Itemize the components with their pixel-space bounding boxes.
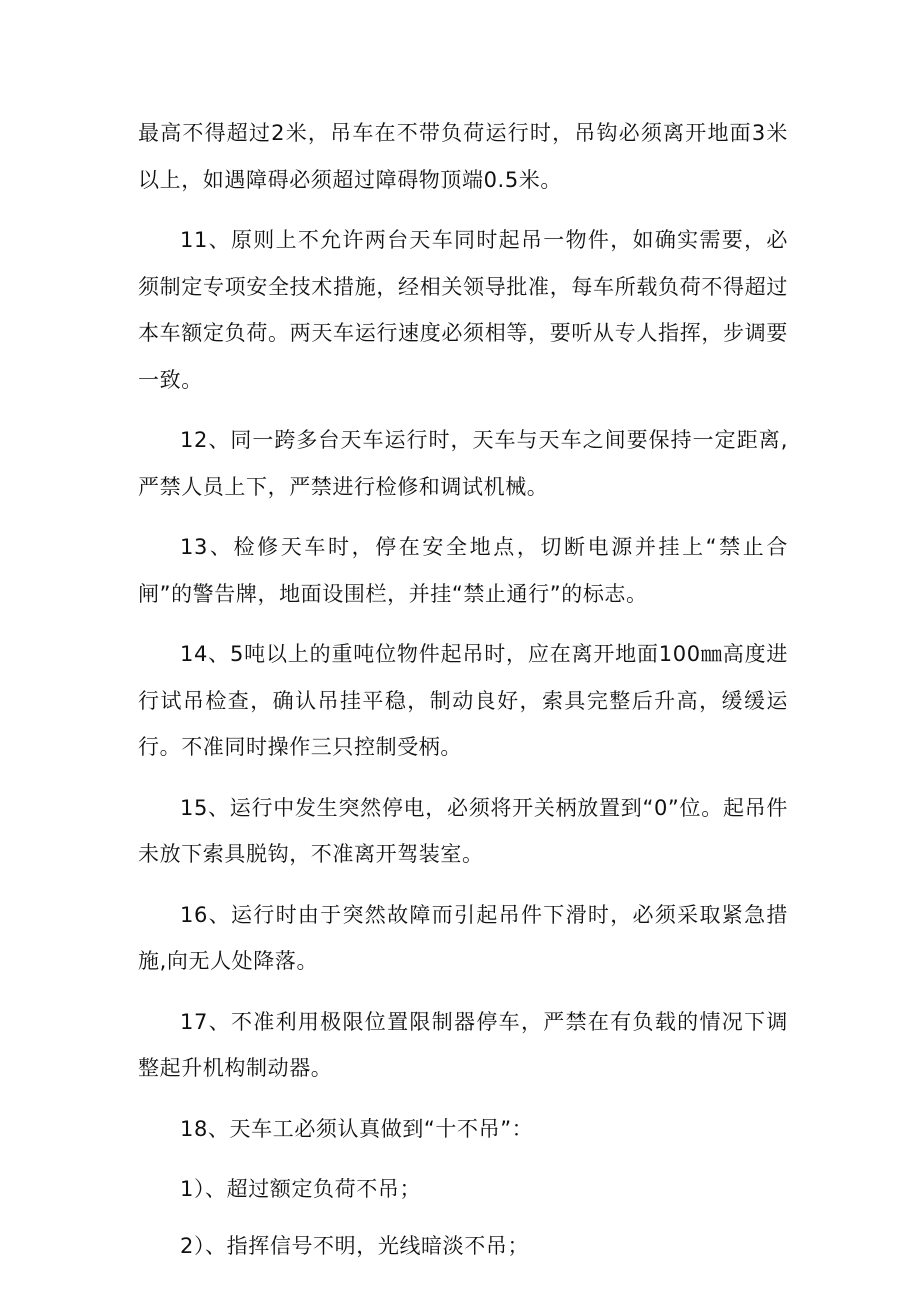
list-item-2: 2）、指挥信号不明，光线暗淡不吊； <box>180 1233 530 1258</box>
paragraph-continued: 最高不得超过2米，吊车在不带负荷运行时，吊钩必须离开地面3米以上，如遇障碍必须超过障碍物顶端0.5米。 <box>138 121 788 192</box>
paragraph-rule-15: 15、运行中发生突然停电，必须将开关柄放置到“0”位。起吊件未放下索具脱钩，不准离开驾装室。 <box>138 795 788 866</box>
paragraph-rule-14: 14、5吨以上的重吨位物件起吊时，应在离开地面100㎜高度进行试吊检查，确认吊挂平稳，制动良好，索具完整后升高，缓缓运行。不准同时操作三只控制受柄。 <box>138 642 788 759</box>
list-item-1: 1）、超过额定负荷不吊； <box>180 1177 422 1201</box>
paragraph-rule-18: 18、天车工必须认真做到“十不吊”： <box>180 1116 534 1141</box>
paragraph-rule-13: 13、检修天车时，停在安全地点，切断电源并挂上“禁止合闸”的警告牌，地面设围栏，并挂“禁止通行”的标志。 <box>138 535 788 606</box>
document-body <box>138 110 788 1279</box>
paragraph-rule-11: 11、原则上不允许两台天车同时起吊一物件，如确实需要，必须制定专项安全技术措施，经相关领导批准，每车所载负荷不得超过本车额定负荷。两天车运行速度必须相等，要听从专人指挥，步调要一致。 <box>138 228 788 392</box>
paragraph-rule-17: 17、不准利用极限位置限制器停车，严禁在有负载的情况下调整起升机构制动器。 <box>138 1009 788 1080</box>
paragraph-rule-12: 12、同一跨多台天车运行时，天车与天车之间要保持一定距离,严禁人员上下，严禁进行检修和调试机械。 <box>138 428 788 499</box>
paragraph-rule-16: 16、运行时由于突然故障而引起吊件下滑时，必须采取紧急措施,向无人处降落。 <box>138 902 788 973</box>
